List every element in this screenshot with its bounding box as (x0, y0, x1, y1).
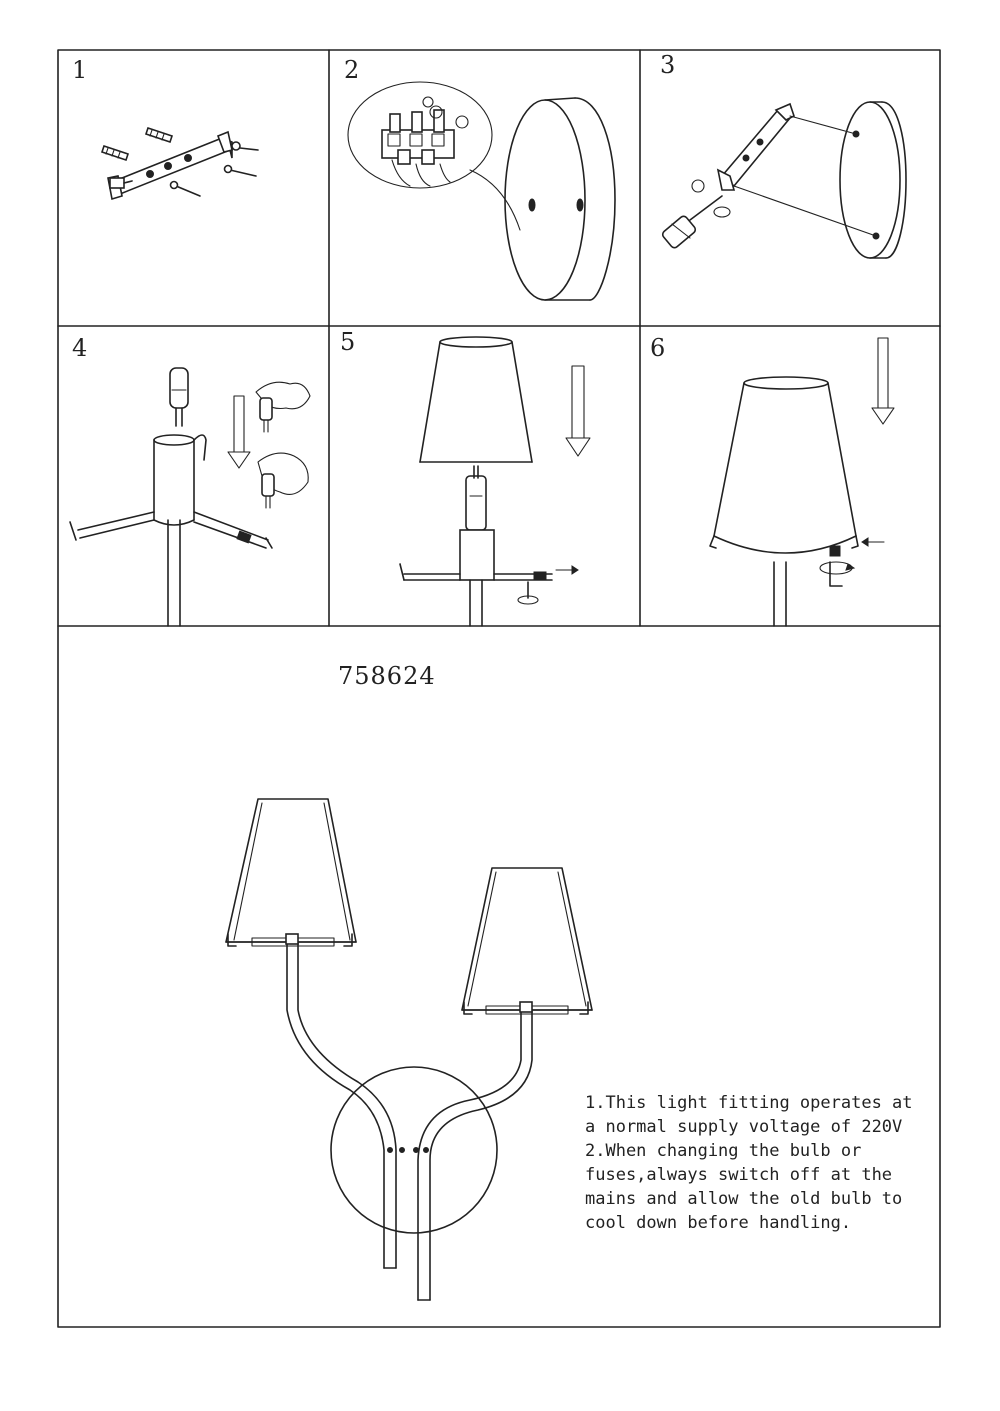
step-number-2: 2 (344, 56, 360, 84)
lamp-shade-right (462, 868, 592, 1014)
earth-symbol-icon (423, 97, 468, 128)
step-number-3: 3 (660, 51, 676, 79)
lamp-shade (710, 377, 858, 553)
note-line: fuses,always switch off at the (585, 1165, 893, 1185)
step-number-6: 6 (650, 334, 666, 362)
rotate-screw-icon (820, 546, 854, 586)
bulb-icon (466, 466, 486, 530)
screw-icon (232, 142, 258, 150)
lamp-shade (420, 337, 532, 462)
step-4-bulb-illustration (70, 368, 310, 626)
screw-icon (225, 166, 257, 177)
down-arrow-icon (228, 396, 250, 468)
model-number: 758624 (338, 662, 436, 690)
step-2-wiring-illustration (348, 82, 615, 300)
hand-icon (256, 382, 310, 432)
step-5-shade-illustration (400, 337, 590, 626)
note-line: cool down before handling. (585, 1213, 852, 1233)
step-number-4: 4 (72, 334, 88, 362)
step-1-bracket-illustration (102, 128, 258, 199)
assembled-wall-lamp-illustration (226, 799, 592, 1300)
down-arrow-icon (872, 338, 894, 424)
screwdriver-icon (661, 180, 730, 249)
terminal-block-icon (382, 110, 454, 186)
note-line: 2.When changing the bulb or (585, 1141, 862, 1161)
left-arrow-icon (862, 538, 884, 546)
lamp-shade-left (226, 799, 356, 946)
step-number-1: 1 (72, 56, 88, 84)
down-arrow-icon (566, 366, 590, 456)
wall-plug-icon (146, 128, 172, 142)
wall-plate-disc (840, 102, 906, 258)
note-line: mains and allow the old bulb to (585, 1189, 903, 1209)
bulb-icon (170, 368, 188, 426)
step-3-attach-illustration (661, 102, 906, 258)
note-line: 1.This light fitting operates at (585, 1093, 913, 1113)
step-number-5: 5 (340, 328, 356, 356)
rotate-screw-icon (518, 582, 538, 604)
hand-icon (258, 453, 308, 508)
safety-notes (585, 1093, 913, 1233)
wall-plate-disc (505, 98, 615, 300)
screw-icon (171, 182, 201, 197)
right-arrow-icon (556, 566, 578, 574)
note-line: a normal supply voltage of 220V (585, 1117, 903, 1137)
step-6-fix-shade-illustration (710, 338, 894, 626)
wall-plug-icon (102, 146, 128, 160)
